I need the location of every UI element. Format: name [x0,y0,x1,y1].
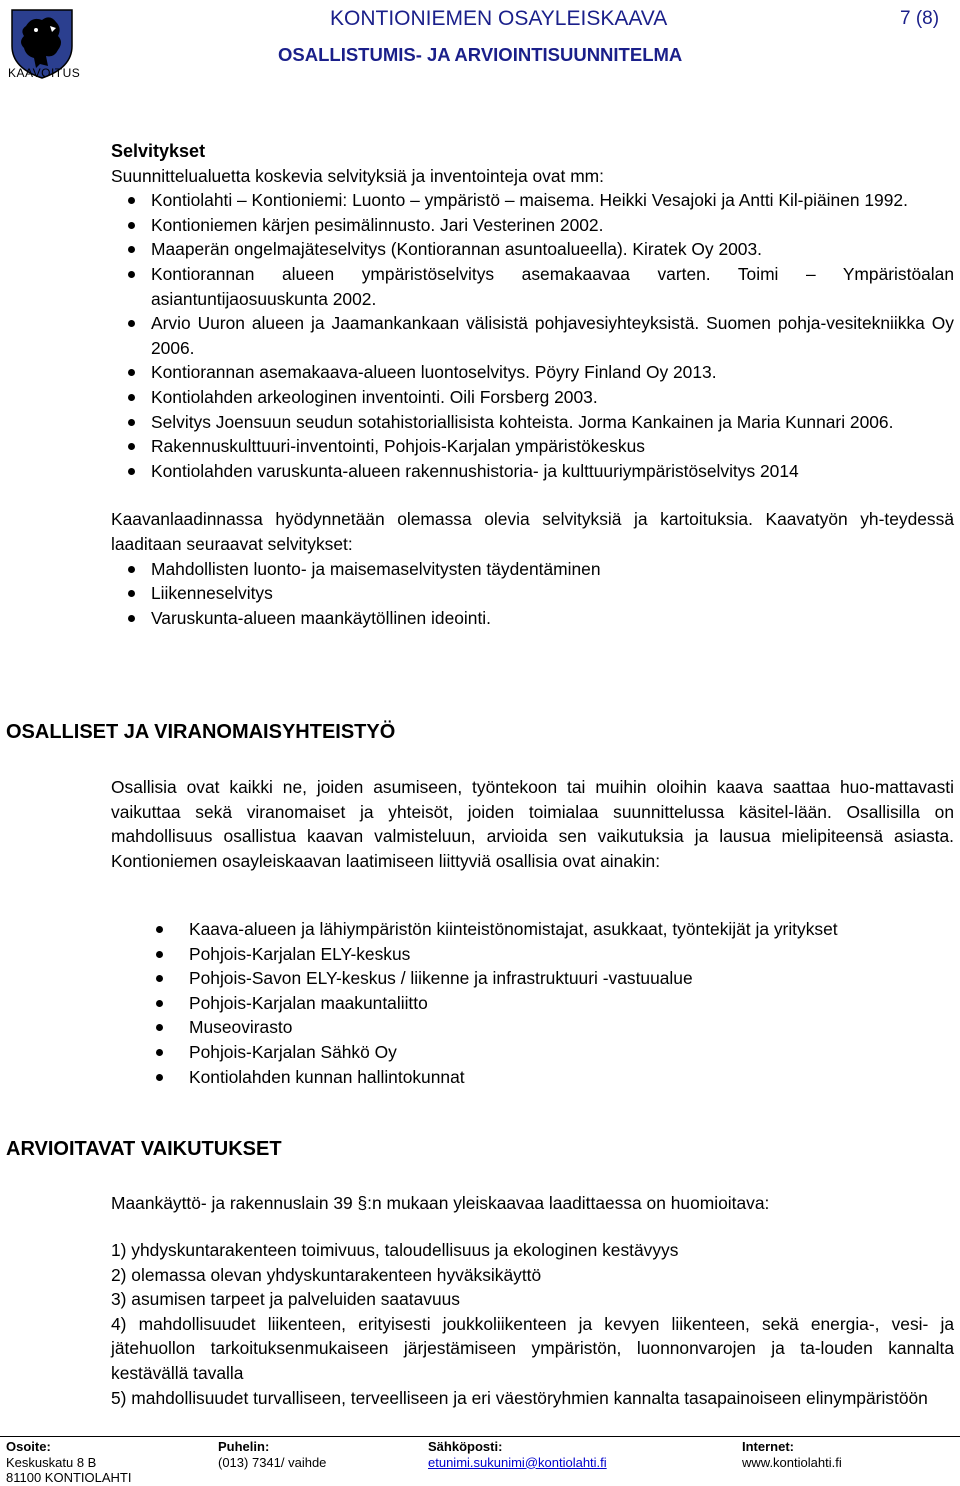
osalliset-paragraph: Osallisia ovat kaikki ne, joiden asumiseen, työntekoon tai muihin oloihin kaava saattaa huo-mattavasti vaikuttaa sekä viranomaiset ja yhteisöt, joiden toimialaa suunnittelussa käsitel-lään. Osallisilla on mahdollisuus osallistua kaavan valmisteluun, arvioida sen vaikutuksia ja lausua mielipiteensä asiasta. Kontioniemen osayleiskaavan laatimiseen liittyviä osallisia ovat ainakin: [111,777,954,871]
footer-address [6,1439,131,1486]
selvitykset-paragraph: Kaavanlaadinnassa hyödynnetään olemassa olevia selvityksiä ja kartoituksia. Kaavatyön yh-teydessä laaditaan seuraavat selvitykset: [111,509,954,554]
footer-phone [218,1439,326,1470]
email-label: Sähköposti: [428,1439,503,1454]
vaikutukset-list [111,1238,954,1410]
document-title: KONTIONIEMEN OSAYLEISKAAVA [330,7,668,30]
list-item: Pohjois-Karjalan maakuntaliitto [0,991,849,1016]
list-item: Kontiolahden varuskunta-alueen rakennushistoria- ja kulttuuriympäristöselvitys 2014 [98,459,954,484]
footer-email [428,1439,607,1470]
osalliset-list [0,917,849,1089]
phone-number: (013) 7341/ vaihde [218,1454,327,1470]
address-label: Osoite: [6,1439,51,1454]
vaikutukset-intro: Maankäyttö- ja rakennuslain 39 §:n mukaan yleiskaavaa laadittaessa on huomioitava: [111,1193,770,1213]
osalliset-heading: OSALLISET JA VIRANOMAISYHTEISTYÖ [6,721,396,743]
document-subtitle: OSALLISTUMIS- JA ARVIOINTISUUNNITELMA [278,44,683,65]
list-item: Kontiorannan asemakaava-alueen luontoselvitys. Pöyry Finland Oy 2013. [98,360,954,385]
website-link[interactable]: www.kontiolahti.fi [742,1454,842,1470]
list-item: Liikenneselvitys [98,581,954,606]
selvitykset-section [111,139,954,630]
list-item: Mahdollisten luonto- ja maisemaselvitysten täydentäminen [98,557,954,582]
list-item: Maaperän ongelmajäteselvitys (Kontiorannan asuntoalueella). Kiratek Oy 2003. [98,237,954,262]
list-item: Kontiolahden arkeologinen inventointi. Oili Forsberg 2003. [98,385,954,410]
list-item: Kaava-alueen ja lähiympäristön kiinteistönomistajat, asukkaat, työntekijät ja yritykset [0,917,849,942]
list-item: Pohjois-Karjalan Sähkö Oy [0,1040,849,1065]
list-item: Varuskunta-alueen maankäytöllinen ideointi. [98,606,954,631]
list-item: Pohjois-Savon ELY-keskus / liikenne ja infrastruktuuri -vastuualue [0,966,849,991]
list-item: 1) yhdyskuntarakenteen toimivuus, taloudellisuus ja ekologinen kestävyys [111,1240,679,1260]
selvitykset-list-2 [98,557,954,631]
list-item: Kontiolahti – Kontioniemi: Luonto – ympäristö – maisema. Heikki Vesajoki ja Antti Kil-piäinen 1992. [98,188,954,213]
internet-label: Internet: [742,1439,794,1454]
selvitykset-list [98,188,954,483]
address-line-2: 81100 KONTIOLAHTI [6,1470,132,1485]
footer-divider [0,1436,960,1437]
list-item: Rakennuskulttuuri-inventointi, Pohjois-Karjalan ympäristökeskus [98,434,954,459]
selvitykset-intro: Suunnittelualuetta koskevia selvityksiä ja inventointeja ovat mm: [111,165,604,186]
page-footer [0,1436,960,1485]
list-item: Selvitys Joensuun seudun sotahistoriallisista kohteista. Jorma Kankainen ja Maria Kunnari 2006. [98,410,954,435]
vaikutukset-heading: ARVIOITAVAT VAIKUTUKSET [6,1138,282,1160]
logo-text: KAAVOITUS [8,66,81,80]
list-item: Kontiorannan alueen ympäristöselvitys asemakaavaa varten. Toimi – Ympäristöalan asiantuntijaosuuskunta 2002. [98,262,954,311]
list-item: Pohjois-Karjalan ELY-keskus [0,942,849,967]
list-item: Museovirasto [0,1015,849,1040]
selvitykset-heading: Selvitykset [111,141,206,161]
phone-label: Puhelin: [218,1439,270,1454]
list-item: Kontioniemen kärjen pesimälinnusto. Jari Vesterinen 2002. [98,213,954,238]
list-item: 4) mahdollisuudet liikenteen, erityisesti joukkoliikenteen ja kevyen liikenteen, sekä energia-, vesi- ja jätehuollon tarkoituksenmukaiseen järjestämiseen ympäristön, luonnonvarojen ja ta-louden kannalta kestävällä tavalla [111,1313,954,1383]
list-item: Arvio Uuron alueen ja Jaamankankaan välisistä pohjavesiyhteyksistä. Suomen pohja-vesitekniikka Oy 2006. [98,311,954,360]
email-link[interactable]: etunimi.sukunimi@kontiolahti.fi [428,1454,607,1470]
list-item: 2) olemassa olevan yhdyskuntarakenteen hyväksikäyttö [111,1264,542,1285]
list-item: 5) mahdollisuudet turvalliseen, terveelliseen ja eri väestöryhmien kannalta tasapainoiseen elinympäristöön [111,1387,928,1408]
page-number: 7 (8) [900,8,940,29]
address-line-1: Keskuskatu 8 B [6,1454,97,1470]
list-item: 3) asumisen tarpeet ja palveluiden saatavuus [111,1289,460,1310]
footer-internet [742,1439,842,1470]
list-item: Kontiolahden kunnan hallintokunnat [0,1065,849,1090]
